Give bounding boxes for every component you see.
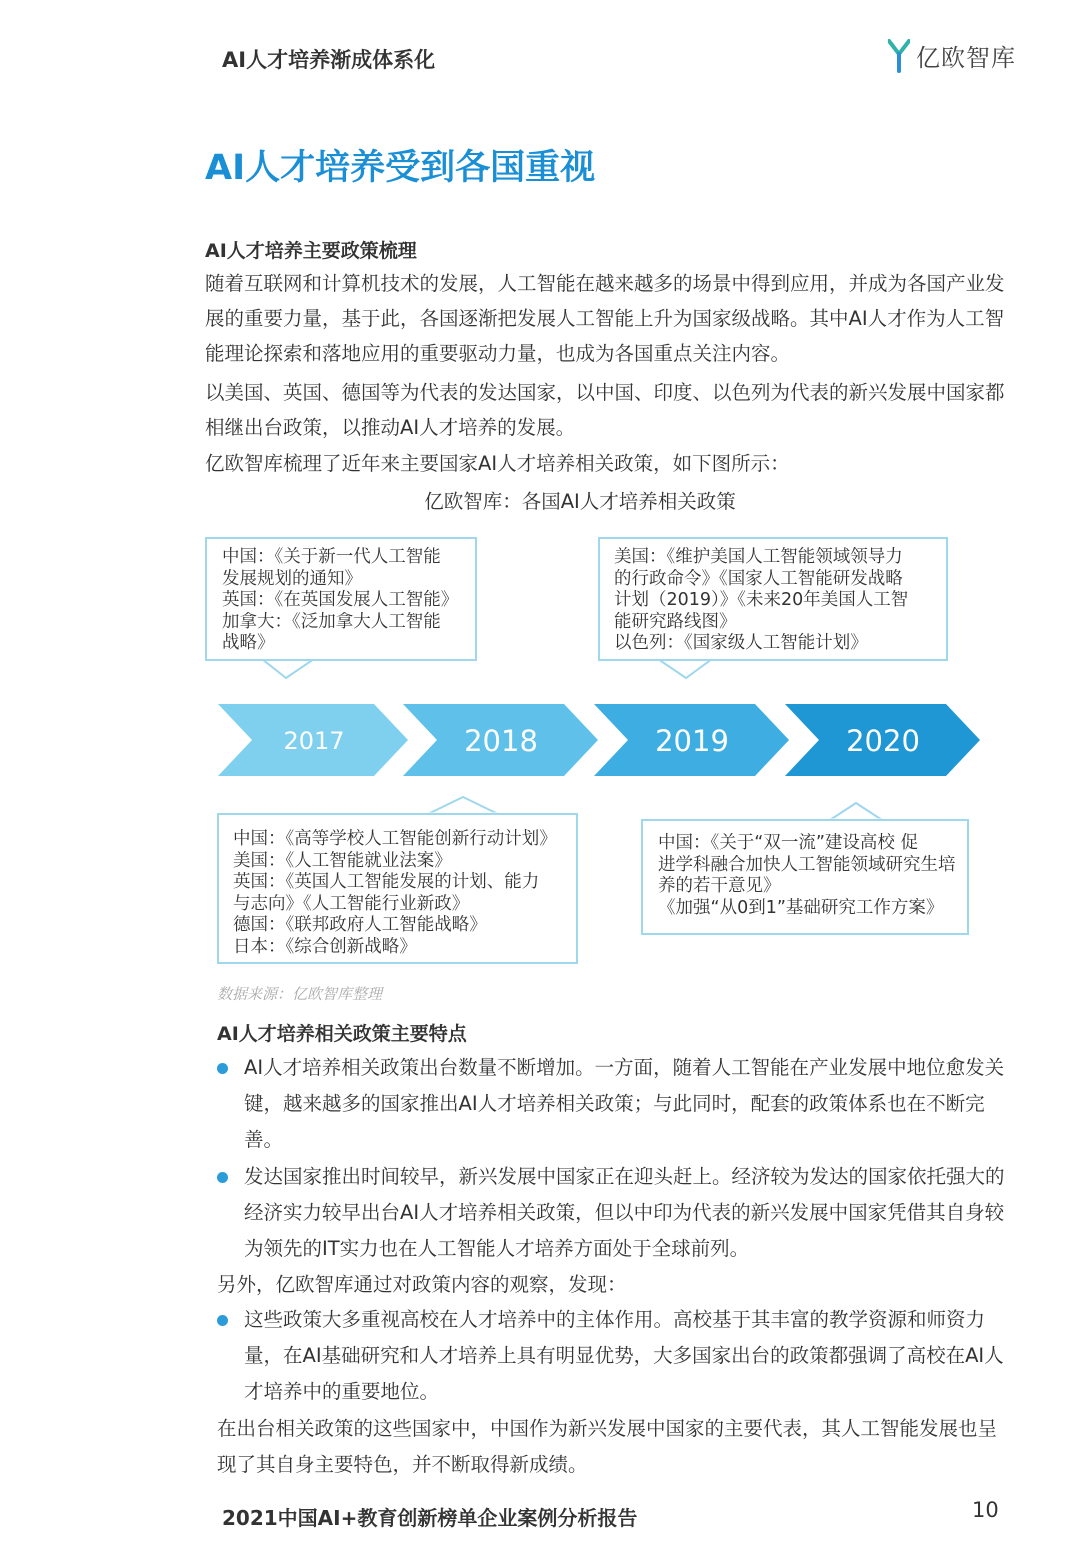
callout-line: 与志向》《人工智能行业新政》 (233, 893, 470, 914)
callout-line: 中国：《高等学校人工智能创新行动计划》 (233, 829, 557, 849)
callout-2017 (205, 537, 477, 661)
page-title: AI人才培养受到各国重视 (205, 148, 596, 188)
callout-line: 英国：《在英国发展人工智能》 (222, 590, 459, 610)
callout-line: 能研究路线图》 (614, 611, 737, 632)
callout-line: 战略》 (222, 633, 275, 653)
callout-line: 养的若干意见》 (658, 876, 781, 896)
callout-line: 发展规划的通知》 (222, 568, 362, 589)
callout-line: 日本：《综合创新战略》 (233, 936, 417, 957)
bullet-item (217, 1050, 1007, 1158)
bullet-text: 这些政策大多重视高校在人才培养中的主体作用。高校基于其丰富的教学资源和师资力量，在AI基础研究和人才培养上具有明显优势，大多国家出台的政策都强调了高校在AI人才培养中的重要地位。 (244, 1308, 1004, 1403)
year-label: 2019 (655, 724, 729, 758)
bullet-dot-icon (217, 1063, 228, 1074)
year-label: 2020 (846, 724, 920, 758)
callout-line: 以色列：《国家级人工智能计划》 (614, 633, 868, 653)
callout-line: 英国：《英国人工智能发展的计划、能力 (233, 872, 540, 892)
logo-text: 亿欧智库 (916, 44, 1016, 72)
callout-2018 (217, 813, 578, 964)
paragraph: 以美国、英国、德国等为代表的发达国家，以中国、印度、以色列为代表的新兴发展中国家都相继出台政策，以推动AI人才培养的发展。 (205, 381, 1005, 439)
paragraph: 随着互联网和计算机技术的发展，人工智能在越来越多的场景中得到应用，并成为各国产业发展的重要力量，基于此，各国逐渐把发展人工智能上升为国家级战略。其中AI人才作为人工智能理论探索和落地应用的重要驱动力量，也成为各国重点关注内容。 (205, 272, 1005, 365)
callout-2020 (641, 819, 969, 935)
callout-line: 进学科融合加快人工智能领域研究生培 (658, 854, 956, 875)
intro-text: 另外，亿欧智库通过对政策内容的观察，发现： (217, 1273, 627, 1296)
callout-line: 《加强“从0到1”基础研究工作方案》 (658, 897, 944, 918)
callout-line: 德国：《联邦政府人工智能战略》 (233, 915, 487, 935)
header-title: AI人才培养渐成体系化 (222, 48, 436, 72)
section-heading-policies: AI人才培养主要政策梳理 (205, 240, 417, 262)
bullet-text: 发达国家推出时间较早，新兴发展中国家正在迎头赶上。经济较为发达的国家依托强大的经济实力较早出台AI人才培养相关政策，但以中印为代表的新兴发展中国家凭借其自身较为领先的IT实力也在人工智能人才培养方面处于全球前列。 (244, 1165, 1005, 1260)
callout-line: 加拿大：《泛加拿大人工智能 (222, 611, 441, 632)
callout-line: 计划（2019）》《未来20年美国人工智 (614, 590, 909, 610)
conclusion-text: 在出台相关政策的这些国家中，中国作为新兴发展中国家的主要代表，其人工智能发展也呈现了其自身主要特色，并不断取得新成绩。 (217, 1417, 998, 1476)
page-number: 10 (972, 1498, 999, 1522)
footer-report-title: 2021中国AI+教育创新榜单企业案例分析报告 (222, 1506, 638, 1530)
bullet-text: AI人才培养相关政策出台数量不断增加。一方面，随着人工智能在产业发展中地位愈发关键，越来越多的国家推出AI人才培养相关政策；与此同时，配套的政策体系也在不断完善。 (244, 1056, 1005, 1151)
callout-line: 美国：《人工智能就业法案》 (233, 850, 452, 871)
paragraph: 亿欧智库梳理了近年来主要国家AI人才培养相关政策，如下图所示： (205, 452, 790, 475)
callout-line: 中国：《关于“双一流”建设高校 促 (658, 833, 918, 853)
data-source: 数据来源：亿欧智库整理 (217, 985, 383, 1003)
callout-line: 的行政命令》《国家人工智能研发战略 (614, 568, 903, 589)
year-label: 2017 (283, 727, 345, 755)
callout-line: 中国：《关于新一代人工智能 (222, 547, 441, 567)
callout-line: 美国：《维护美国人工智能领域领导力 (614, 547, 903, 567)
bullet-dot-icon (217, 1315, 228, 1326)
bullet-dot-icon (217, 1172, 228, 1183)
figure-title: 亿欧智库：各国AI人才培养相关政策 (424, 490, 736, 513)
bullet-item (217, 1302, 1007, 1410)
callout-2019 (598, 537, 948, 661)
section-heading-features: AI人才培养相关政策主要特点 (217, 1023, 467, 1045)
year-label: 2018 (464, 724, 538, 758)
bullet-item (217, 1159, 1007, 1267)
